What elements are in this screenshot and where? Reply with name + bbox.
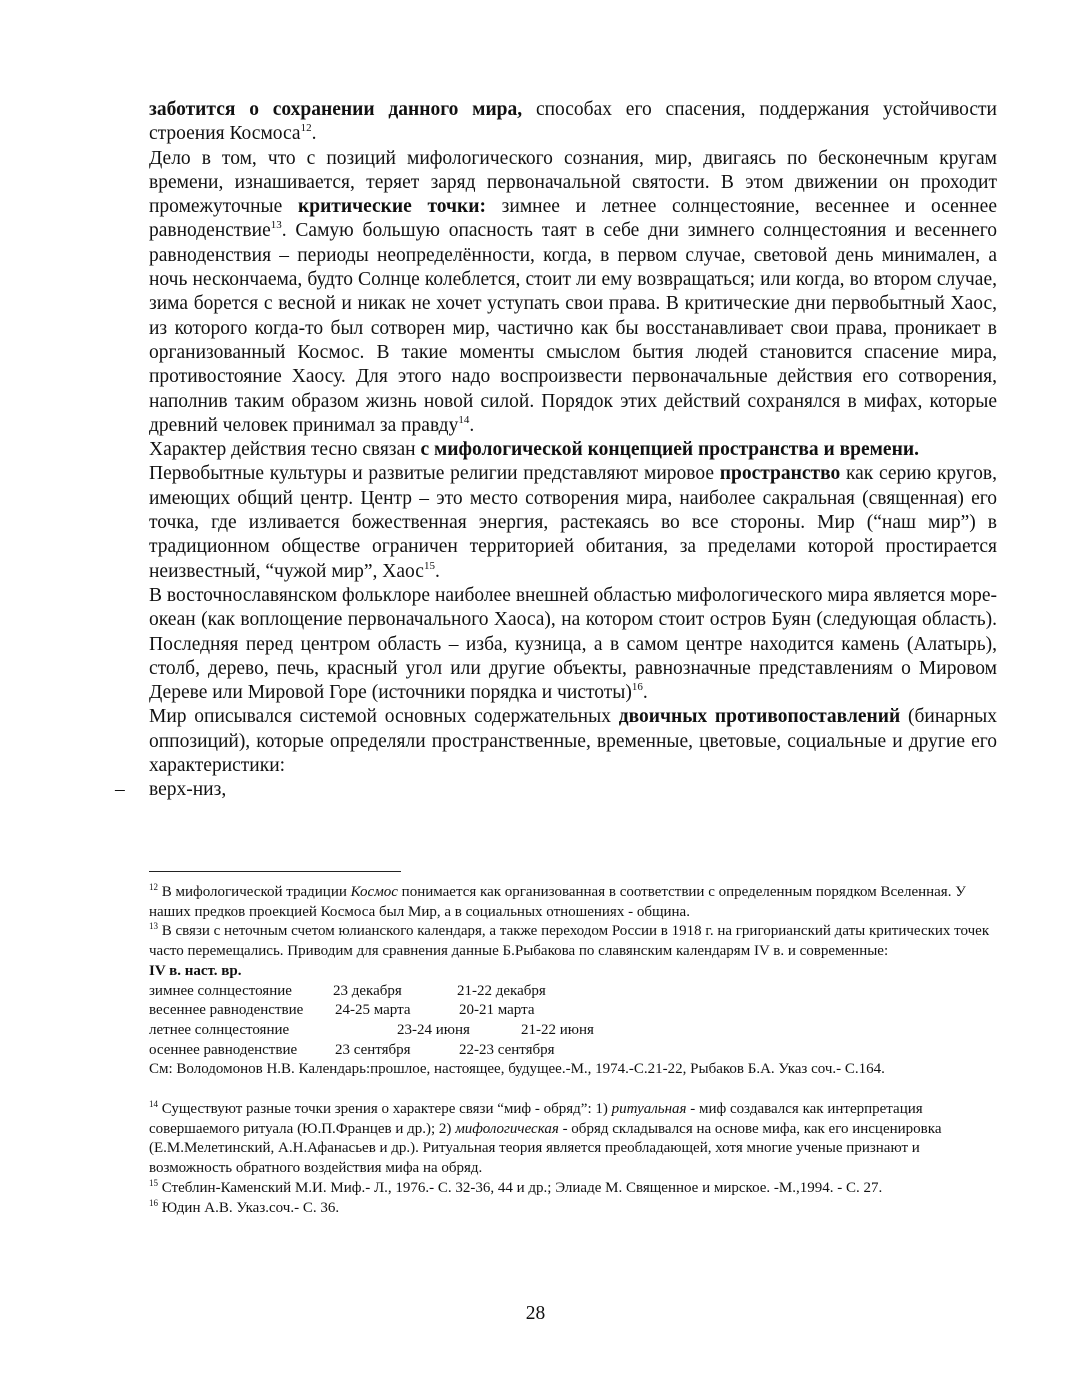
footnote-number: 12 [149, 882, 158, 892]
table-cell-old: 23 сентября [335, 1041, 411, 1058]
footnote-number: 13 [149, 921, 158, 932]
page-number: 28 [525, 1303, 546, 1324]
footnote-ref-16[interactable]: 16 [631, 681, 643, 694]
footnote-12 [149, 883, 997, 922]
italic-term: ритуальная [611, 1101, 687, 1118]
table-cell-old: 24-25 марта [335, 1002, 411, 1019]
footnote-15 [149, 1179, 997, 1199]
footnotes [149, 883, 997, 1218]
footnote-text: понимается как организованная в соответствии с определенным порядком Вселенная. У наших предков проекцией Космоса был Мир, а в социальных отношениях - община. [149, 884, 966, 920]
table-cell-name: зимнее солнцестояние [149, 982, 292, 999]
table-row [149, 1001, 997, 1021]
paragraph-1 [149, 98, 997, 147]
punctuation: . [469, 414, 475, 436]
paragraph-text: Мир описывался системой основных содержательных [149, 706, 619, 728]
table-cell-new: 22-23 сентября [459, 1041, 555, 1058]
paragraph-text: . Самую большую опасность таят в себе дни зимнего солнцестояния и весеннего равноденствия – периоды неопределённости, когда, в первом случае, световой день минимален, а ночь нескончаема, будто Солнце колеблется, стоит ли ему возвращаться; или когда, во втором случае, зима борется с весной и никак не хочет уступать свои права. В критические дни первобытный Хаос, из которого когда-то был сотворен мир, частично как бы восстанавливает свои права, проникает в организованный Космос. В такие моменты смыслом бытия людей становится спасение мира, противостояние Хаосу. Для этого надо воспроизвести первоначальные действия его сотворения, наполнив таким образом жизнь новой силой. Порядок этих действий сохранялся в мифах, которые древний человек принимал за правду [149, 220, 997, 436]
footnote-16 [149, 1199, 997, 1219]
punctuation: . [434, 560, 440, 582]
bold-phrase: двоичных противопоставлений [618, 706, 901, 728]
paragraph-text: Дело в том, что с позиций мифологического сознания, мир, двигаясь по бесконечным кругам времени, изнашивается, теряет заряд первоначальной святости. В этом движении он проходит промежуточные [149, 147, 997, 218]
italic-term: мифологическая [455, 1120, 559, 1137]
list-item [115, 778, 997, 802]
table-cell-name: весеннее равноденствие [149, 1002, 304, 1019]
main-text [115, 98, 998, 803]
paragraph-text: как серию кругов, имеющих общий центр. Центр – это место сотворения мира, наиболее сакральная (священная) его точка, где изливается божественная энергия, растекаясь во все стороны. Мир (“наш мир”) в традиционном обществе ограничен территорией обитания, за пределами которой простирается неизвестный, “чужой мир”, Хаос [149, 463, 998, 582]
paragraph-text: В восточнославянском фольклоре наиболее внешней областью мифологического мира является море-океан (как воплощение первоначального Хаоса), на котором стоит остров Буян (следующая область). Последняя перед центром область – изба, кузница, а в самом центре находится камень (Алатырь), столб, дерево, печь, красный угол или другие объекты, равнозначные представлениям о Мировом Дереве или Мировой Горе (источники порядка и чистоты) [149, 584, 997, 704]
footnote-text: Существуют разные точки зрения о характере связи “миф - обряд”: 1) [158, 1101, 612, 1118]
table-cell-new: 20-21 марта [459, 1002, 535, 1019]
table-cell-old: 23 декабря [333, 982, 402, 999]
footnote-ref-13[interactable]: 13 [270, 219, 282, 232]
table-row [149, 982, 997, 1002]
italic-term: Космос [350, 884, 398, 900]
table-cell-old: 23-24 июня [397, 1021, 470, 1038]
paragraph-4 [149, 462, 997, 583]
bold-phrase: пространство [719, 463, 841, 485]
footnote-separator [149, 871, 401, 872]
footnote-text: В связи с неточным счетом юлианского календаря, а также переходом России в 1918 г. на григорианский даты критических точек часто перемещались. Приводим для сравнения данные Б.Рыбакова по славянским календарям IV в. и современные: [149, 923, 990, 960]
footnote-text: Юдин А.В. Указ.соч.- С. 36. [158, 1199, 340, 1216]
paragraph-text: способах его спасения, поддержания устойчивости строения Космоса [149, 99, 997, 145]
bold-phrase: заботится о сохранении данного мира, [149, 99, 523, 120]
paragraph-2 [149, 147, 997, 439]
footnote-ref-15[interactable]: 15 [423, 559, 435, 572]
paragraph-5 [149, 584, 997, 705]
punctuation: . [642, 682, 648, 704]
footnote-ref-14[interactable]: 14 [458, 413, 470, 426]
table-row [149, 1021, 997, 1041]
footnote-text: В мифологической традиции [158, 884, 351, 900]
paragraph-6 [149, 705, 997, 778]
paragraph-3 [149, 438, 997, 462]
footnote-number: 16 [149, 1197, 158, 1208]
footnote-number: 14 [149, 1099, 158, 1110]
spacer [149, 1080, 997, 1100]
footnote-ref-12[interactable]: 12 [300, 122, 312, 135]
footnote-13-source: См: Володомонов Н.В. Календарь:прошлое, настоящее, будущее.-М., 1974.-С.21-22, Рыбаков Б.А. Указ соч.- С.164. [149, 1061, 885, 1078]
paragraph-text: Первобытные культуры и развитые религии представляют мировое [149, 463, 720, 485]
footnote-text: Стеблин-Каменский М.И. Миф.- Л., 1976.- С. 32-36, 44 и др.; Элиаде М. Священное и мирское. -М.,1994. - С. 27. [158, 1179, 883, 1196]
table-header-text: IV в. наст. вр. [149, 962, 242, 979]
paragraph-text: (бинарных оппозиций), которые определяли пространственные, временные, цветовые, социальные и другие его характеристики: [149, 706, 997, 777]
table-cell-new: 21-22 июня [521, 1021, 594, 1038]
list-dash: – [115, 779, 125, 801]
table-cell-new: 21-22 декабря [457, 982, 546, 999]
footnote-14 [149, 1100, 997, 1179]
footnote-text: - миф создавался как интерпретация совершаемого ритуала (Ю.П.Францев и др.); 2) [149, 1101, 923, 1137]
paragraph-text: зимнее и летнее солнцестояние, весеннее и осеннее равноденствие [149, 196, 997, 242]
paragraph-text: Характер действия тесно связан [149, 439, 421, 461]
table-cell-name: летнее солнцестояние [149, 1021, 290, 1038]
table-row [149, 1041, 997, 1061]
calendar-table-header [149, 962, 997, 982]
footnote-number: 15 [149, 1177, 158, 1188]
footnote-text: - обряд складывался на основе мифа, как его инсценировка (Е.М.Мелетинский, А.Н.Афанасьев и др.). Ритуальная теория является преобладающей, хотя многие ученые признают и возможность обратного воздействия мифа на обряд. [149, 1120, 942, 1177]
footnote-13 [149, 922, 997, 961]
table-cell-name: осеннее равноденствие [149, 1041, 298, 1058]
punctuation: . [311, 123, 317, 145]
bold-phrase: критические точки: [297, 196, 486, 218]
list-item-text: верх-низ, [149, 779, 227, 801]
bold-phrase: с мифологической концепцией пространства и времени. [420, 439, 919, 461]
